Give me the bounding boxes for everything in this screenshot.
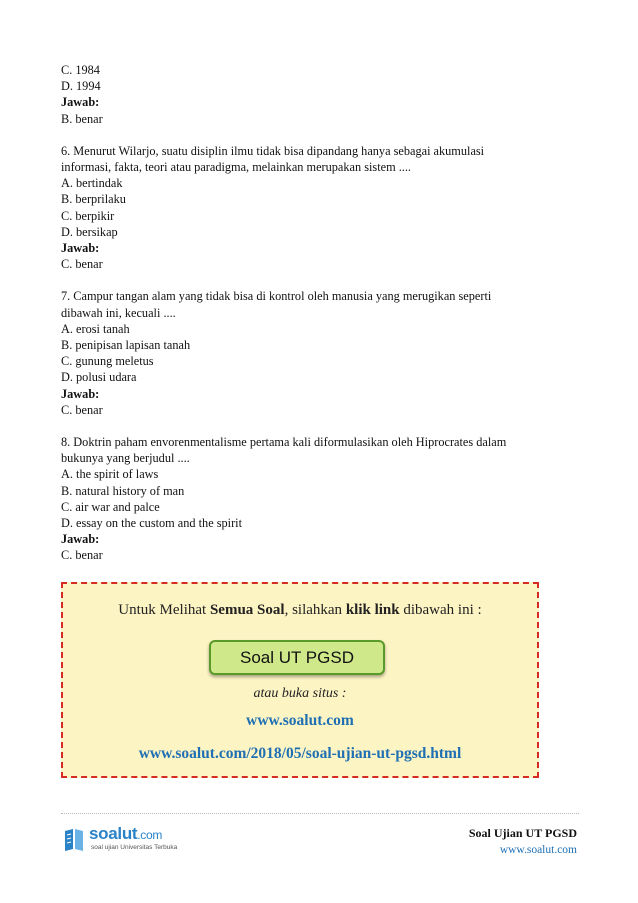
text-line: 6. Menurut Wilarjo, suatu disiplin ilmu tidak bisa dipandang hanya sebagai akumulasi	[61, 143, 485, 158]
text-line: informasi, fakta, teori atau paradigma, melainkan merupakan sistem ....	[61, 160, 411, 175]
text-line: C. air war and palce	[61, 499, 160, 514]
logo-tagline: soal ujian Universitas Terbuka	[91, 844, 178, 851]
page-link[interactable]: www.soalut.com/2018/05/soal-ujian-ut-pgsd.html	[138, 745, 462, 762]
line-gap	[61, 272, 581, 288]
text-line: B. benar	[61, 111, 103, 126]
text-line: B. berprilaku	[61, 192, 126, 207]
text-line: C. berpikir	[61, 208, 115, 223]
promo-intro: Untuk Melihat Semua Soal, silahkan klik link dibawah ini :	[118, 602, 482, 618]
line-gap	[61, 418, 581, 434]
answer-label: Jawab:	[61, 95, 100, 110]
text-line: D. 1994	[61, 79, 101, 94]
logo-wordmark: soalut.com	[89, 824, 163, 843]
text-line: C. benar	[61, 548, 103, 563]
text-line: D. polusi udara	[61, 370, 137, 385]
footer-divider	[61, 813, 579, 814]
text-line: bukunya yang berjudul ....	[61, 451, 190, 466]
answer-label: Jawab:	[61, 386, 100, 401]
footer-title: Soal Ujian UT PGSD	[468, 826, 577, 840]
text-line: C. benar	[61, 257, 103, 272]
text-line: C. gunung meletus	[61, 354, 154, 369]
footer-site-link[interactable]: www.soalut.com	[499, 844, 577, 856]
soalut-logo	[62, 823, 212, 857]
question-content	[61, 62, 581, 564]
text-line: C. 1984	[61, 63, 100, 77]
text-line: dibawah ini, kecuali ....	[61, 305, 176, 320]
text-line: A. the spirit of laws	[61, 467, 159, 482]
promo-box	[61, 582, 539, 778]
answer-label: Jawab:	[61, 241, 100, 256]
line-gap	[61, 127, 581, 143]
text-line: C. benar	[61, 402, 103, 417]
soal-ut-pgsd-button[interactable]: Soal UT PGSD	[209, 640, 385, 675]
text-line: 8. Doktrin paham envorenmentalisme pertama kali diformulasikan oleh Hiprocrates dalam	[61, 435, 507, 450]
text-line: 7. Campur tangan alam yang tidak bisa di kontrol oleh manusia yang merugikan seperti	[61, 289, 492, 304]
promo-alt-text: atau buka situs :	[253, 686, 347, 701]
text-line: B. penipisan lapisan tanah	[61, 338, 191, 353]
text-line: B. natural history of man	[61, 483, 185, 498]
answer-label: Jawab:	[61, 532, 100, 547]
text-line: D. bersikap	[61, 224, 118, 239]
book-icon	[62, 827, 86, 853]
text-line: D. essay on the custom and the spirit	[61, 516, 243, 531]
site-link[interactable]: www.soalut.com	[246, 712, 354, 729]
text-line: A. erosi tanah	[61, 321, 130, 336]
text-line: A. bertindak	[61, 176, 123, 191]
footer-info	[469, 826, 577, 856]
